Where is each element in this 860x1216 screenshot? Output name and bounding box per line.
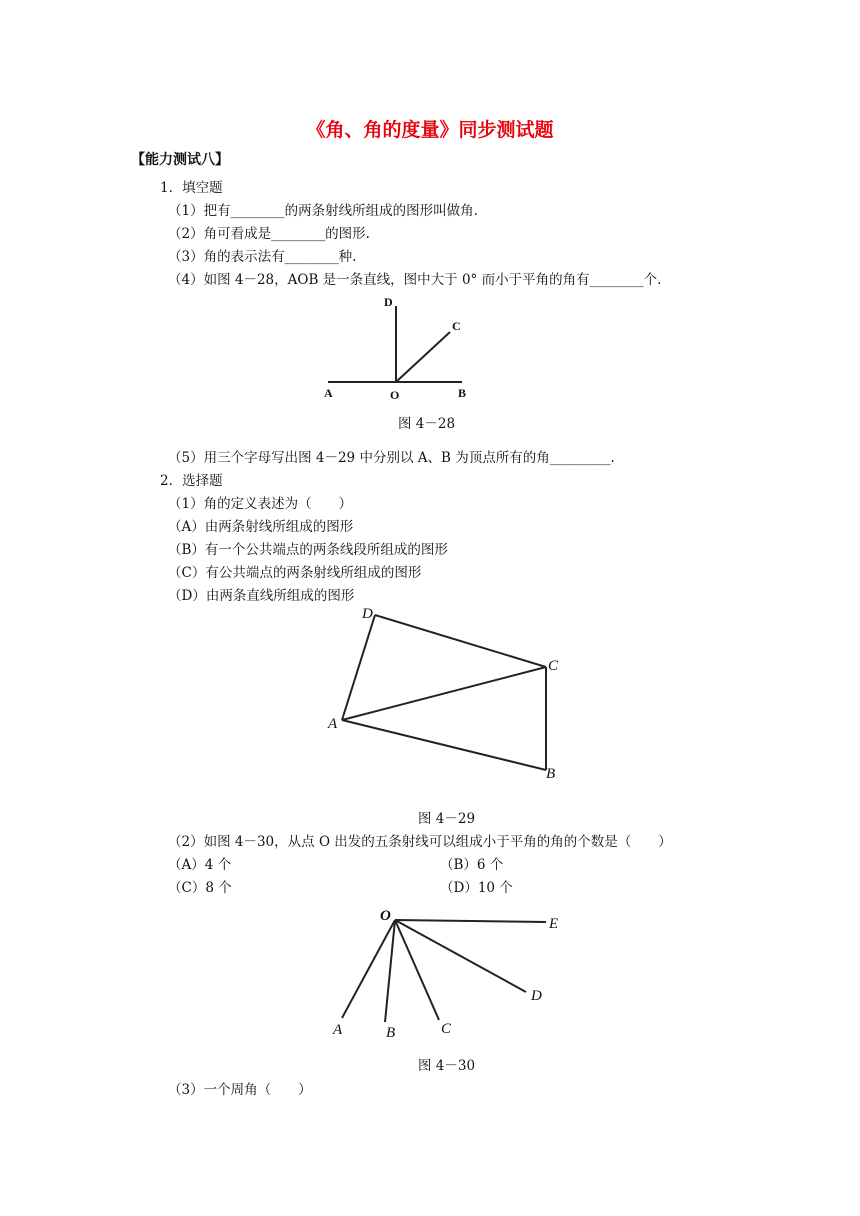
q2-1-option-b: （B）有一个公共端点的两条线段所组成的图形 <box>168 542 448 558</box>
q2-2-option-b: （B）6 个 <box>440 857 504 873</box>
fig30-label-b: B <box>386 1025 396 1041</box>
fig29-seg-ac <box>342 667 546 720</box>
fig28-label-b: B <box>458 386 467 400</box>
q1-item-2: （2）角可看成是________的图形. <box>168 226 370 242</box>
q2-2-option-c: （C）8 个 <box>168 880 232 896</box>
fig30-caption: 图 4－30 <box>418 1058 476 1074</box>
q2-1-option-a: （A）由两条射线所组成的图形 <box>168 519 354 535</box>
fig30-ray-od <box>395 920 526 992</box>
figure-4-28 <box>320 292 480 402</box>
fig29-seg-dc <box>375 615 546 667</box>
q1-item-4: （4）如图 4－28，AOB 是一条直线，图中大于 0° 而小于平角的角有________个. <box>168 272 662 288</box>
page-title: 《角、角的度量》同步测试题 <box>306 119 554 141</box>
figure-4-30 <box>320 900 580 1050</box>
fig28-label-d: D <box>384 295 393 309</box>
section-heading: 【能力测试八】 <box>131 152 229 168</box>
fig29-label-c: C <box>548 658 559 674</box>
fig28-label-a: A <box>324 386 333 400</box>
q2-2-option-d: （D）10 个 <box>440 880 513 896</box>
q2-1-option-d: （D）由两条直线所组成的图形 <box>168 588 355 604</box>
fig29-seg-da <box>342 615 375 720</box>
fig30-label-e: E <box>549 916 559 932</box>
fig28-label-c: C <box>452 319 461 333</box>
fig29-label-b: B <box>546 766 556 782</box>
figure-4-29 <box>320 600 580 790</box>
fig30-ray-oc <box>395 920 439 1020</box>
fig30-label-c: C <box>441 1021 452 1037</box>
fig29-label-d: D <box>362 606 373 622</box>
q2-1-option-c: （C）有公共端点的两条射线所组成的图形 <box>168 565 422 581</box>
fig29-label-a: A <box>328 716 338 732</box>
q1-heading: 1．填空题 <box>160 180 223 196</box>
fig30-ray-oe <box>395 920 546 922</box>
q2-2-option-a: （A）4 个 <box>168 857 232 873</box>
fig29-seg-ab <box>342 720 546 770</box>
q2-heading: 2．选择题 <box>160 473 223 489</box>
fig30-label-o: O <box>380 908 391 924</box>
q2-1-stem: （1）角的定义表述为（ ） <box>168 496 353 512</box>
q2-2-stem: （2）如图 4－30，从点 O 出发的五条射线可以组成小于平角的角的个数是（ ） <box>168 834 672 850</box>
fig28-ray-oc <box>396 332 450 382</box>
fig29-caption: 图 4－29 <box>418 811 476 827</box>
fig28-label-o: O <box>390 388 400 402</box>
fig28-caption: 图 4－28 <box>398 416 456 432</box>
q2-3-stem: （3）一个周角（ ） <box>168 1082 312 1098</box>
q1-item-5: （5）用三个字母写出图 4－29 中分别以 A、B 为顶点所有的角_________. <box>168 450 615 466</box>
q1-item-3: （3）角的表示法有________种. <box>168 249 357 265</box>
fig30-label-d: D <box>531 988 542 1004</box>
fig30-label-a: A <box>333 1022 343 1038</box>
q1-item-1: （1）把有________的两条射线所组成的图形叫做角. <box>168 203 478 219</box>
